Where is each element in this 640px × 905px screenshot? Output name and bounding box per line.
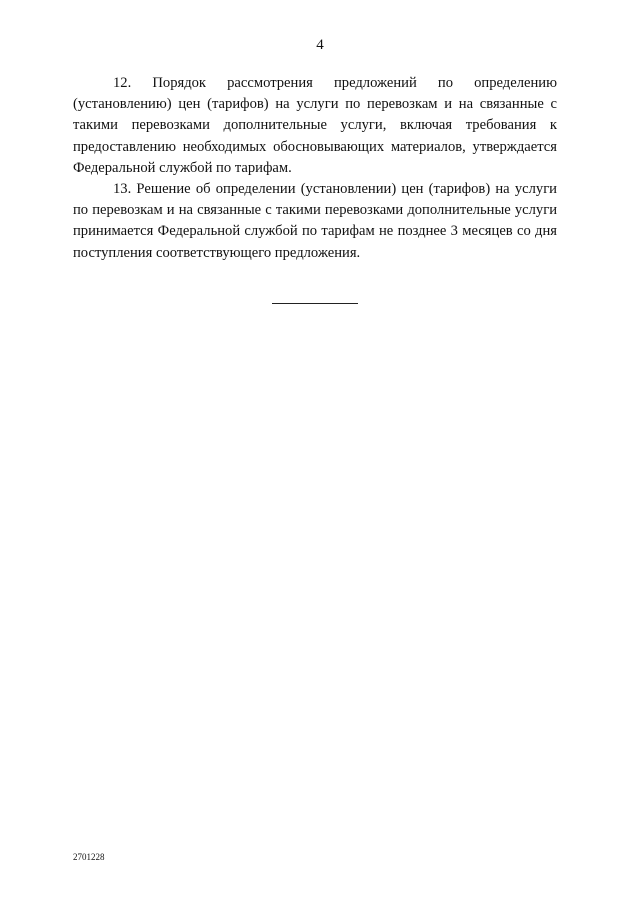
page-number: 4 <box>316 37 324 53</box>
document-code: 2701228 <box>73 852 105 862</box>
document-body <box>73 73 557 264</box>
end-of-text-divider <box>272 303 358 304</box>
paragraph-12: 12. Порядок рассмотрения предложений по определению (установлению) цен (тарифов) на услуги по перевозкам и на связанные с такими перевозками дополнительные услуги, включая требования к предоставлению необходимых обосновывающих материалов, утверждается Федеральной службой по тарифам. <box>73 75 557 176</box>
paragraph-13: 13. Решение об определении (установлении) цен (тарифов) на услуги по перевозкам и на связанные с такими перевозками дополнительные услуги принимается Федеральной службой по тарифам не позднее 3 месяцев со дня поступления соответствующего предложения. <box>73 181 557 261</box>
